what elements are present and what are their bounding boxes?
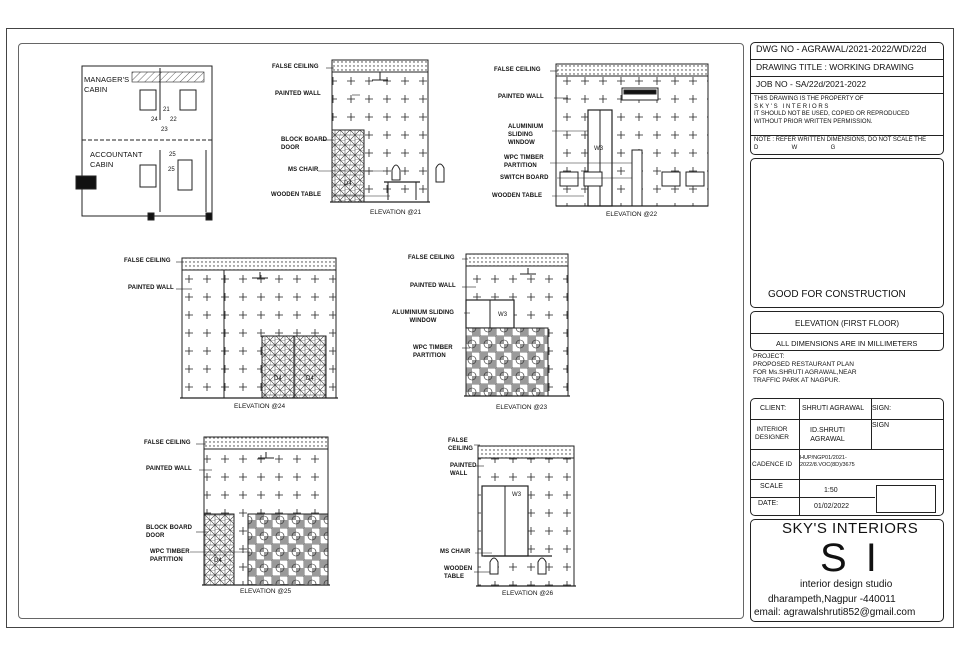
- client-label: CLIENT:: [760, 405, 787, 412]
- e22-window-tag: W3: [594, 146, 604, 152]
- plan-tag-23: 23: [161, 127, 168, 133]
- manager-cabin-label: MANAGER'S CABIN: [84, 75, 130, 94]
- e24-label-painted-wall: PAINTED WALL: [128, 285, 174, 291]
- client-value: SHRUTI AGRAWAL: [802, 405, 865, 412]
- e21-label-painted-wall: PAINTED WALL: [275, 91, 321, 97]
- e24-door-tag-1: D4: [274, 376, 282, 382]
- e22-title: ELEVATION @22: [606, 211, 658, 218]
- e21-label-block-board-door: BLOCK BOARD DOOR: [281, 137, 328, 151]
- plan-tag-25b: 25: [168, 167, 175, 173]
- e21-title: ELEVATION @21: [370, 209, 422, 216]
- e24-title: ELEVATION @24: [234, 403, 286, 410]
- e25-label-false-ceiling: FALSE CEILING: [144, 440, 191, 446]
- e22-label-wpc-timber-partition: WPC TIMBER PARTITION: [504, 155, 544, 169]
- e23-label-aluminium-sliding-window: ALUMINIUM SLIDING WINDOW: [392, 310, 455, 324]
- project-description: PROJECT: PROPOSED RESTAURANT PLAN FOR Ms.SHRUTI AGRAWAL,NEAR TRAFFIC PARK AT NAGPUR.: [753, 353, 857, 384]
- cadence-label: CADENCE ID: [752, 461, 793, 468]
- construction-stamp: GOOD FOR CONSTRUCTION: [768, 289, 906, 300]
- client-sign-label: SIGN:: [872, 405, 892, 412]
- designer-label: INTERIOR DESIGNER: [755, 426, 789, 441]
- date-label: DATE:: [758, 500, 779, 507]
- date-value: 01/02/2022: [814, 503, 850, 510]
- plan-tag-21: 21: [163, 107, 170, 113]
- plan-tag-22: 22: [170, 117, 177, 123]
- firm-address: dharampeth,Nagpur -440011: [768, 594, 896, 605]
- e26-title: ELEVATION @26: [502, 590, 554, 597]
- e25-door-tag: D4: [214, 558, 222, 564]
- e25-title: ELEVATION @25: [240, 588, 292, 595]
- firm-tagline: interior design studio: [800, 579, 893, 590]
- e26-label-wooden-table: WOODEN TABLE: [444, 566, 473, 580]
- drawing-title: DRAWING TITLE : WORKING DRAWING: [756, 62, 914, 72]
- e22-label-aluminium-sliding-window: ALUMINIUM SLIDING WINDOW: [508, 124, 544, 146]
- scale-value: 1:50: [824, 487, 838, 494]
- plan-tag-24: 24: [151, 117, 158, 123]
- e22-label-false-ceiling: FALSE CEILING: [494, 67, 541, 73]
- cadence-value: HUP/NGP01/2021- 2022/8.VOC(8D)/3675: [800, 455, 855, 468]
- scale-label: SCALE: [760, 483, 783, 490]
- dwg-no: DWG NO - AGRAWAL/2021-2022/WD/22d: [756, 44, 927, 54]
- e26-label-ms-chair: MS CHAIR: [440, 549, 471, 555]
- e22-label-painted-wall: PAINTED WALL: [498, 94, 544, 100]
- accountant-cabin-label: ACCOUNTANT CABIN: [90, 150, 143, 169]
- elevation-23-drawing: [464, 254, 570, 396]
- sheet-title: ELEVATION (FIRST FLOOR): [795, 319, 900, 328]
- e25-label-painted-wall: PAINTED WALL: [146, 466, 192, 472]
- e24-label-false-ceiling: FALSE CEILING: [124, 258, 171, 264]
- e25-label-wpc-timber-partition: WPC TIMBER PARTITION: [150, 549, 190, 563]
- job-no: JOB NO - SA/22d/2021-2022: [756, 79, 867, 89]
- signature-box: [876, 485, 936, 513]
- e22-label-switch-board: SWITCH BOARD: [500, 175, 549, 181]
- e25-label-block-board-door: BLOCK BOARD DOOR: [146, 525, 193, 539]
- designer-sign-label: SIGN: [872, 422, 890, 429]
- firm-logo: S I: [820, 536, 881, 580]
- e24-door-tag-2: D4: [306, 376, 314, 382]
- e23-title: ELEVATION @23: [496, 404, 548, 411]
- elevation-22-drawing: [556, 64, 708, 206]
- designer-value: ID.SHRUTI AGRAWAL: [810, 427, 845, 443]
- construction-stamp-box: [750, 158, 944, 308]
- elevation-24-drawing: [180, 258, 338, 398]
- property-notice: THIS DRAWING IS THE PROPERTY OF S K Y ' S I N T E R I O R S IT SHOULD NOT BE USED, COPIED OR REPRODUCED WITHOUT PRIOR WRITTEN PERMISSION.: [754, 96, 910, 125]
- firm-email: email: agrawalshruti852@gmail.com: [754, 607, 916, 618]
- e22-label-wooden-table: WOODEN TABLE: [492, 193, 543, 199]
- e23-label-painted-wall: PAINTED WALL: [410, 283, 456, 289]
- e26-label-false-ceiling: FALSE CEILING: [448, 438, 474, 452]
- e23-label-wpc-timber-partition: WPC TIMBER PARTITION: [413, 345, 453, 359]
- e23-window-tag: W3: [498, 312, 508, 318]
- e23-label-false-ceiling: FALSE CEILING: [408, 255, 455, 261]
- e26-label-painted-wall: PAINTED WALL: [450, 463, 477, 477]
- e21-door-tag: D4: [344, 181, 352, 187]
- e21-label-wooden-table: WOODEN TABLE: [271, 192, 322, 198]
- firm-name: SKY'S INTERIORS: [782, 520, 919, 537]
- e26-window-tag: W3: [512, 492, 522, 498]
- scale-note: NOTE : REFER WRITTEN DIMENSIONS, DO NOT SCALE THE D W G: [754, 137, 927, 151]
- e21-label-ms-chair: MS CHAIR: [288, 167, 319, 173]
- elevation-26-drawing: [476, 446, 576, 586]
- plan-tag-25a: 25: [169, 152, 176, 158]
- dimensions-note: ALL DIMENSIONS ARE IN MILLIMETERS: [776, 339, 918, 348]
- e21-label-false-ceiling: FALSE CEILING: [272, 64, 319, 70]
